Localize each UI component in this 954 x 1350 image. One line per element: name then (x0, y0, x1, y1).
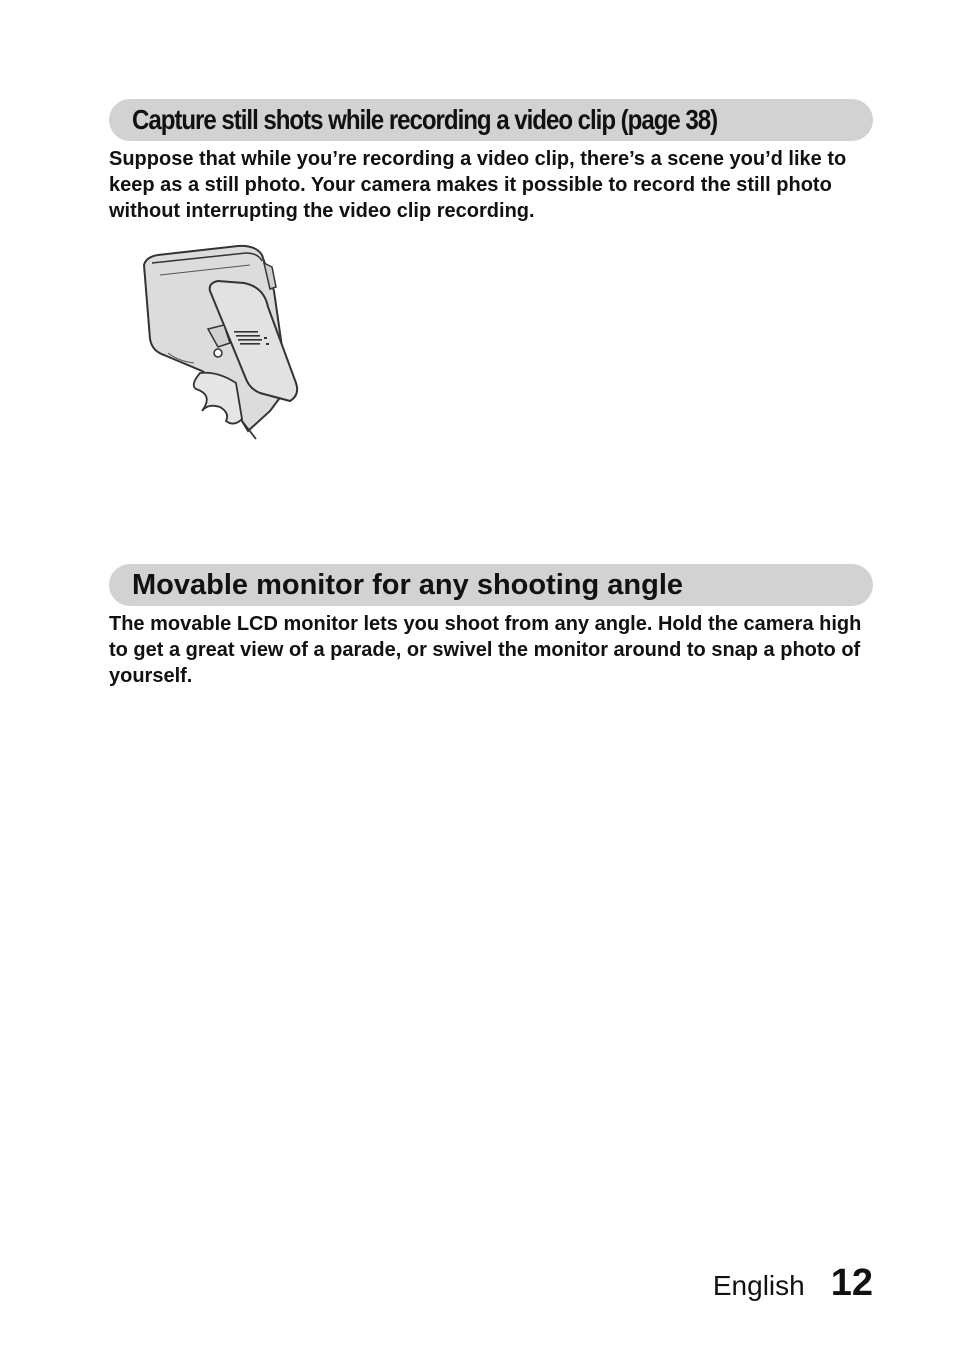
hinge-screw (214, 349, 222, 357)
footer-language: English (712, 1270, 805, 1301)
page-footer (713, 1262, 873, 1305)
section-body-movable-monitor: The movable LCD monitor lets you shoot from any angle. Hold the camera high to get a great view of a parade, or swivel the monitor around to snap a photo of yourself. (109, 613, 862, 687)
page-number: 12 (830, 1262, 873, 1304)
section-title: Movable monitor for any shooting angle (132, 568, 684, 601)
section-header-movable-monitor (109, 564, 873, 606)
section-body-capture-stills: Suppose that while you’re recording a video clip, there’s a scene you’d like to keep as a still photo. Your camera makes it possible to record the still photo without interrupting the video clip recording. (109, 148, 847, 222)
section-title: Capture still shots while recording a video clip (page 38) (132, 104, 718, 135)
camera-illustration (138, 243, 313, 441)
section-header-capture-stills (109, 99, 873, 141)
